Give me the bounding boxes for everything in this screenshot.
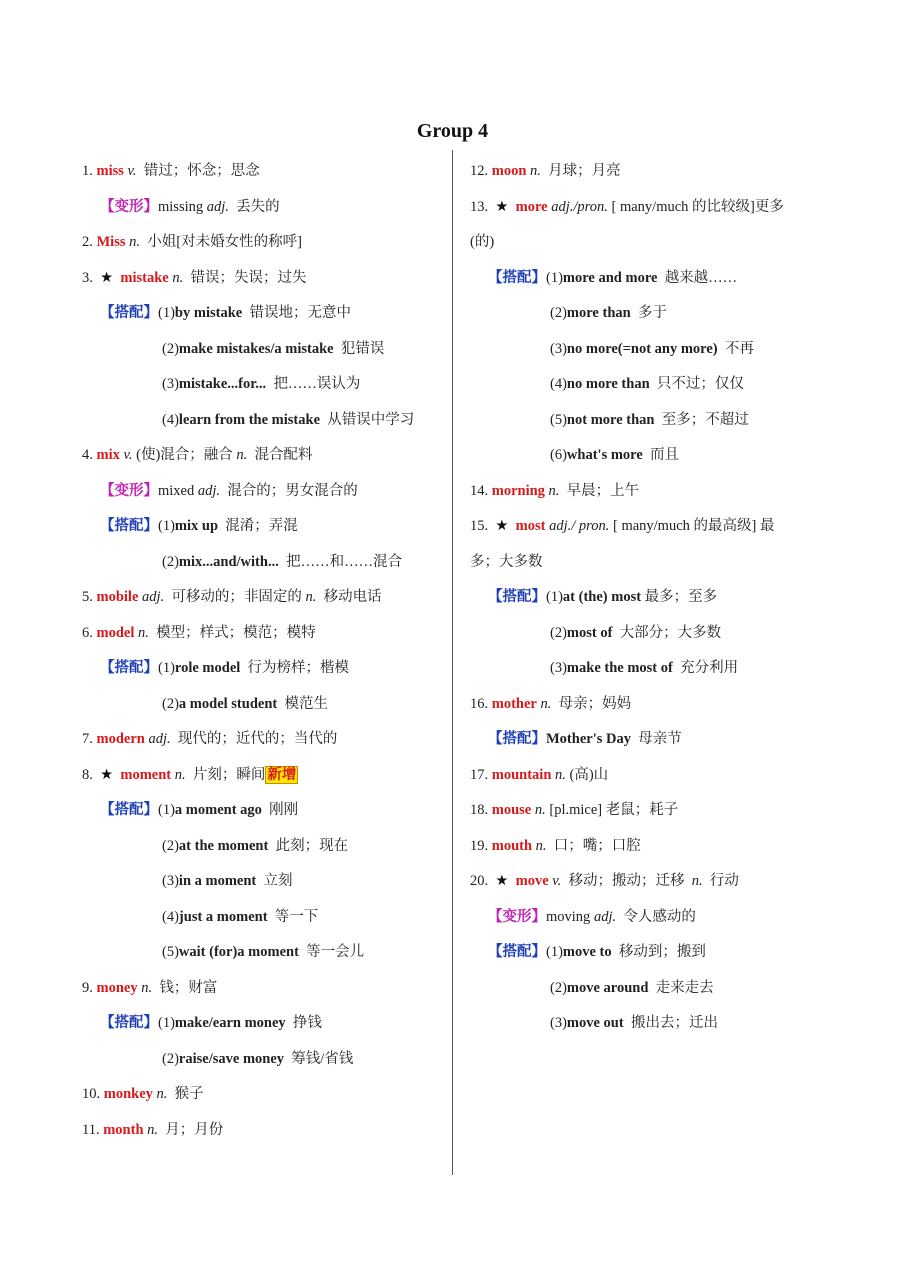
entry-number: 7. — [82, 731, 93, 747]
entry-number: 3. — [82, 269, 93, 286]
collocation-line — [470, 722, 830, 758]
star-icon: ★ — [495, 873, 509, 889]
collocation-line — [470, 1006, 830, 1042]
entry-number: 2. — [82, 234, 93, 250]
part-of-speech: n. — [156, 1086, 168, 1102]
entry-number: 15. — [470, 518, 489, 534]
definition: 只不过；仅仅 — [656, 376, 744, 392]
collocation-line — [82, 829, 444, 865]
entry-mistake — [82, 261, 444, 297]
item-index: (2) — [550, 979, 567, 996]
entry-mix — [82, 438, 444, 474]
definition: 母亲节 — [638, 731, 682, 747]
collocation-line — [82, 296, 444, 332]
item-index: (1) — [546, 944, 563, 960]
headword: mix — [96, 447, 120, 463]
page-title: Group 4 — [416, 120, 489, 142]
definition: 行动 — [709, 873, 739, 889]
phrase: more than — [566, 305, 631, 321]
variant-word: missing — [158, 198, 204, 215]
definition: 大部分；大多数 — [619, 624, 722, 641]
headword: moon — [491, 163, 527, 179]
phrase: mix...and/with... — [178, 553, 279, 570]
part-of-speech: n. — [530, 163, 541, 179]
definition-continued: 多；大多数 — [470, 553, 543, 570]
part-of-speech: adj./ pron. — [549, 518, 610, 534]
definition: 越来越…… — [664, 269, 738, 286]
variant-word: mixed — [158, 482, 195, 499]
headword: miss — [96, 163, 124, 179]
item-index: (1) — [158, 518, 175, 534]
headword: mountain — [491, 766, 552, 783]
part-of-speech: adj. — [148, 731, 171, 747]
entry-number: 19. — [470, 837, 489, 854]
item-index: (3) — [550, 340, 567, 357]
collocation-line — [82, 793, 444, 829]
item-index: (2) — [550, 305, 567, 321]
entry-number: 6. — [82, 624, 93, 641]
collocation-line — [82, 545, 444, 581]
part-of-speech: n. — [534, 802, 546, 818]
entry-number: 18. — [470, 802, 489, 818]
entry-morning — [470, 474, 830, 510]
definition: 错误；失误；过失 — [190, 269, 307, 286]
phrase: make mistakes/a mistake — [178, 340, 334, 357]
collocation-line — [470, 332, 830, 368]
headword: modern — [96, 731, 145, 747]
entry-move — [470, 864, 830, 900]
phrase: move out — [566, 1015, 624, 1031]
collocation-tag: 【搭配】 — [488, 269, 546, 286]
collocation-line — [82, 687, 444, 723]
phrase: most of — [566, 624, 613, 641]
item-index: (2) — [162, 695, 179, 712]
star-icon: ★ — [495, 518, 509, 534]
star-icon: ★ — [100, 269, 114, 286]
headword: more — [515, 198, 548, 215]
collocation-line — [470, 616, 830, 652]
headword: month — [103, 1121, 144, 1138]
part-of-speech: v. — [123, 447, 133, 463]
definition-continued: (的) — [470, 234, 495, 250]
definition: 丢失的 — [236, 198, 280, 215]
definition: 充分利用 — [680, 660, 739, 676]
item-index: (5) — [550, 411, 567, 428]
collocation-tag: 【搭配】 — [100, 802, 158, 818]
phrase: raise/save money — [178, 1050, 285, 1067]
phrase: learn from the mistake — [178, 411, 320, 428]
item-index: (3) — [162, 873, 179, 889]
definition: 刚刚 — [269, 802, 299, 818]
headword: mouth — [491, 837, 533, 854]
right-column — [470, 154, 830, 1042]
definition: 最多；至多 — [644, 589, 718, 605]
definition: (高)山 — [569, 766, 609, 783]
collocation-line — [470, 651, 830, 687]
definition: 移动；搬动；迁移 — [568, 873, 685, 889]
definition: 把……误认为 — [273, 376, 361, 392]
entry-number: 5. — [82, 589, 93, 605]
phrase: make/earn money — [174, 1015, 286, 1031]
collocation-line — [82, 864, 444, 900]
headword: mouse — [491, 802, 532, 818]
item-index: (1) — [158, 660, 175, 676]
entry-most — [470, 509, 830, 545]
collocation-line — [82, 367, 444, 403]
entry-money — [82, 971, 444, 1007]
phrase: at (the) most — [562, 589, 642, 605]
definition: 走来走去 — [655, 979, 714, 996]
collocation-line — [470, 261, 830, 297]
item-index: (4) — [550, 376, 567, 392]
headword: most — [515, 518, 546, 534]
definition: 而且 — [650, 447, 680, 463]
definition: 此刻；现在 — [275, 837, 349, 854]
definition: (使)混合；融合 — [136, 447, 233, 463]
headword: money — [96, 979, 138, 996]
part-of-speech: adj. — [593, 908, 617, 925]
collocation-line — [82, 1042, 444, 1078]
entry-number: 20. — [470, 873, 489, 889]
entry-number: 12. — [470, 163, 489, 179]
item-index: (1) — [158, 802, 175, 818]
collocation-line — [82, 332, 444, 368]
item-index: (3) — [162, 376, 179, 392]
part-of-speech: adj. — [206, 198, 229, 215]
variant-word: moving — [546, 908, 591, 925]
definition: 混合的；男女混合的 — [227, 482, 358, 499]
phrase: by mistake — [174, 305, 243, 321]
entry-mouse — [470, 793, 830, 829]
new-badge: 新增 — [267, 766, 297, 783]
entry-month — [82, 1113, 444, 1149]
definition: 令人感动的 — [623, 908, 696, 925]
definition: 片刻；瞬间 — [192, 766, 266, 783]
definition: 不再 — [724, 340, 754, 357]
definition: 模型；样式；模范；模特 — [156, 624, 316, 641]
collocation-line — [82, 935, 444, 971]
part-of-speech: n. — [305, 589, 317, 605]
headword: mother — [491, 695, 537, 712]
definition: 犯错误 — [340, 340, 385, 357]
phrase: just a moment — [178, 908, 268, 925]
definition: 错过；怀念；思念 — [143, 163, 260, 179]
collocation-line — [82, 509, 444, 545]
collocation-tag: 【搭配】 — [488, 589, 546, 605]
definition: 月；月份 — [165, 1121, 224, 1138]
entry-number: 9. — [82, 979, 93, 996]
entry-mobile — [82, 580, 444, 616]
headword: moment — [120, 766, 172, 783]
definition: [pl.mice] 老鼠；耗子 — [549, 802, 679, 818]
entry-number: 14. — [470, 482, 489, 499]
variant-tag: 【变形】 — [488, 908, 546, 925]
left-column — [82, 154, 444, 1148]
definition: 至多；不超过 — [661, 411, 749, 428]
collocation-line — [470, 403, 830, 439]
collocation-tag: 【搭配】 — [100, 305, 158, 321]
collocation-tag: 【搭配】 — [488, 731, 546, 747]
headword: move — [515, 873, 549, 889]
variant-tag: 【变形】 — [100, 198, 158, 215]
definition: 从错误中学习 — [327, 411, 415, 428]
entry-number: 17. — [470, 766, 489, 783]
phrase: mistake...for... — [178, 376, 267, 392]
definition: 月球；月亮 — [548, 163, 621, 179]
star-icon: ★ — [100, 766, 114, 783]
definition: 多于 — [637, 305, 667, 321]
item-index: (2) — [550, 624, 567, 641]
part-of-speech: n. — [535, 837, 547, 854]
phrase: at the moment — [178, 837, 269, 854]
headword: mistake — [120, 269, 169, 286]
collocation-line — [470, 971, 830, 1007]
item-index: (2) — [162, 553, 179, 570]
phrase: more and more — [562, 269, 658, 286]
definition: 搬出去；迁出 — [630, 1015, 718, 1031]
entry-mountain — [470, 758, 830, 794]
part-of-speech: n. — [141, 979, 153, 996]
phrase: move to — [562, 944, 612, 960]
variant-line — [82, 474, 444, 510]
entry-more — [470, 190, 830, 226]
definition: 等一下 — [274, 908, 319, 925]
part-of-speech: adj. — [142, 589, 165, 605]
part-of-speech: n. — [548, 482, 560, 499]
phrase: no more than — [566, 376, 650, 392]
part-of-speech: n. — [555, 766, 566, 783]
phrase: a model student — [178, 695, 278, 712]
entry-moment — [82, 758, 444, 794]
entry-mouth — [470, 829, 830, 865]
item-index: (3) — [550, 1015, 567, 1031]
phrase: Mother's Day — [546, 731, 631, 747]
part-of-speech: n. — [129, 234, 140, 250]
collocation-line — [470, 296, 830, 332]
collocation-tag: 【搭配】 — [100, 1015, 158, 1031]
collocation-line — [470, 438, 830, 474]
variant-line — [82, 190, 444, 226]
item-index: (1) — [546, 589, 563, 605]
definition: 早晨；上午 — [566, 482, 640, 499]
item-index: (2) — [162, 340, 179, 357]
collocation-line — [82, 1006, 444, 1042]
phrase: wait (for)a moment — [178, 944, 299, 960]
collocation-tag: 【搭配】 — [100, 660, 158, 676]
definition: 混合配料 — [254, 447, 313, 463]
part-of-speech: n. — [691, 873, 703, 889]
definition: 挣钱 — [292, 1015, 322, 1031]
entry-model — [82, 616, 444, 652]
item-index: (6) — [550, 447, 567, 463]
entry-number: 4. — [82, 447, 93, 463]
phrase: a moment ago — [174, 802, 262, 818]
collocation-line — [82, 900, 444, 936]
definition: 可移动的；非固定的 — [171, 589, 302, 605]
definition: 小姐[对未婚女性的称呼] — [147, 234, 302, 250]
collocation-line — [470, 580, 830, 616]
phrase: not more than — [566, 411, 655, 428]
entry-number: 11. — [82, 1121, 100, 1138]
definition: 移动电话 — [323, 589, 382, 605]
part-of-speech: n. — [137, 624, 149, 641]
definition: 行为榜样；楷模 — [247, 660, 350, 676]
variant-line — [470, 900, 830, 936]
collocation-tag: 【搭配】 — [488, 944, 546, 960]
item-index: (4) — [162, 411, 179, 428]
definition: 现代的；近代的；当代的 — [177, 731, 338, 747]
phrase: make the most of — [566, 660, 673, 676]
definition: [ many/much 的最高级] 最 — [612, 518, 775, 534]
item-index: (1) — [158, 1015, 175, 1031]
definition: 等一会儿 — [306, 944, 365, 960]
entry-number: 13. — [470, 198, 489, 215]
collocation-line — [82, 403, 444, 439]
item-index: (2) — [162, 1050, 179, 1067]
item-index: (3) — [550, 660, 567, 676]
definition: 移动到；搬到 — [618, 944, 706, 960]
item-index: (1) — [158, 305, 175, 321]
definition: 立刻 — [263, 873, 293, 889]
continuation-line — [470, 225, 830, 261]
part-of-speech: n. — [172, 269, 184, 286]
phrase: mix up — [174, 518, 219, 534]
entry-number: 8. — [82, 766, 93, 783]
headword: model — [96, 624, 135, 641]
part-of-speech: v. — [127, 163, 137, 179]
continuation-line — [470, 545, 830, 581]
headword: Miss — [96, 234, 126, 250]
entry-number: 1. — [82, 163, 93, 179]
definition: [ many/much 的比较级]更多 — [611, 198, 784, 215]
item-index: (4) — [162, 908, 179, 925]
part-of-speech: adj. — [197, 482, 221, 499]
item-index: (1) — [546, 269, 563, 286]
phrase: move around — [566, 979, 649, 996]
entry-miss — [82, 154, 444, 190]
definition: 母亲；妈妈 — [558, 695, 632, 712]
entry-moon — [470, 154, 830, 190]
entry-number: 10. — [82, 1086, 101, 1102]
item-index: (2) — [162, 837, 179, 854]
collocation-line — [470, 935, 830, 971]
entry-mother — [470, 687, 830, 723]
collocation-tag: 【搭配】 — [100, 518, 158, 534]
collocation-line — [470, 367, 830, 403]
definition: 模范生 — [284, 695, 328, 712]
definition: 混淆；弄混 — [225, 518, 298, 534]
headword: morning — [491, 482, 545, 499]
part-of-speech: n. — [174, 766, 186, 783]
definition: 口；嘴；口腔 — [553, 837, 641, 854]
part-of-speech: n. — [540, 695, 552, 712]
definition: 错误地；无意中 — [249, 305, 351, 321]
phrase: in a moment — [178, 873, 257, 889]
part-of-speech: adj./pron. — [551, 198, 608, 215]
collocation-line — [82, 651, 444, 687]
part-of-speech: n. — [236, 447, 248, 463]
item-index: (5) — [162, 944, 179, 960]
definition: 筹钱/省钱 — [291, 1050, 354, 1067]
star-icon: ★ — [495, 198, 509, 215]
headword: monkey — [103, 1086, 153, 1102]
variant-tag: 【变形】 — [100, 482, 158, 499]
headword: mobile — [96, 589, 139, 605]
entry-monkey — [82, 1077, 444, 1113]
entry-modern — [82, 722, 444, 758]
phrase: role model — [174, 660, 241, 676]
phrase: what's more — [566, 447, 643, 463]
phrase: no more(=not any more) — [566, 340, 718, 357]
entry-Miss — [82, 225, 444, 261]
part-of-speech: n. — [147, 1121, 159, 1138]
column-divider — [452, 150, 453, 1175]
definition: 猴子 — [174, 1086, 204, 1102]
part-of-speech: v. — [552, 873, 562, 889]
entry-number: 16. — [470, 695, 489, 712]
definition: 钱；财富 — [159, 979, 218, 996]
definition: 把……和……混合 — [286, 553, 403, 570]
